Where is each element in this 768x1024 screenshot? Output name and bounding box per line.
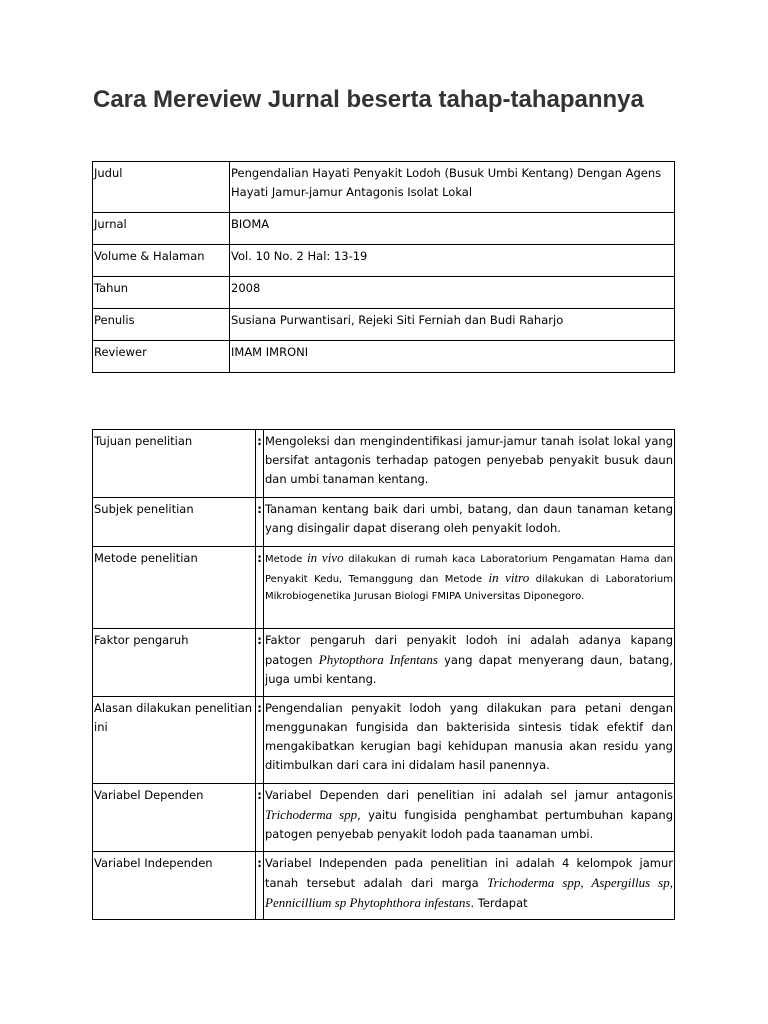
row-label: Jurnal — [93, 213, 230, 245]
row-value — [264, 784, 675, 852]
text-fragment: dilakukan di rumah kaca Laboratorium Pengamatan Hama dan Penyakit Kedu, Temanggung dan Metode — [265, 554, 673, 585]
row-label: Subjek penelitian — [93, 498, 256, 547]
row-label: Volume & Halaman — [93, 245, 230, 277]
row-value: Mengoleksi dan mengindentifikasi jamur-jamur tanah isolat lokal yang bersifat antagonis terhadap patogen penyebab penyakit busuk daun dan umbi tanaman kentang. — [264, 430, 675, 498]
table-row — [93, 784, 675, 852]
scientific-term: in vivo — [307, 550, 344, 565]
text-fragment: Variabel Dependen dari penelitian ini adalah sel jamur antagonis — [265, 788, 673, 802]
page-title: Cara Mereview Jurnal beserta tahap-tahapannya — [93, 86, 644, 113]
text-fragment: Faktor pengaruh dari penyakit lodoh ini adalah adanya kapang patogen — [265, 633, 673, 667]
row-value: 2008 — [230, 277, 675, 309]
colon-separator: : — [256, 629, 264, 697]
row-label: Alasan dilakukan penelitian ini — [93, 697, 256, 784]
scientific-term: Trichoderma spp — [265, 807, 358, 822]
table-row — [93, 341, 675, 373]
row-label: Metode penelitian — [93, 547, 256, 629]
row-value — [264, 852, 675, 920]
row-value: BIOMA — [230, 213, 675, 245]
scientific-term: Phytopthora Infentans — [318, 652, 438, 667]
row-value — [264, 629, 675, 697]
table-row — [93, 697, 675, 784]
row-value: Pengendalian Hayati Penyakit Lodoh (Busuk Umbi Kentang) Dengan Agens Hayati Jamur-jamur Antagonis Isolat Lokal — [230, 162, 675, 213]
row-label: Judul — [93, 162, 230, 213]
row-label: Variabel Dependen — [93, 784, 256, 852]
text-fragment: Variabel Independen pada penelitian ini adalah 4 kelompok jamur tanah tersebut adalah dari marga — [265, 856, 673, 890]
colon-separator: : — [256, 697, 264, 784]
row-value: Vol. 10 No. 2 Hal: 13-19 — [230, 245, 675, 277]
table-row — [93, 498, 675, 547]
table-row — [93, 309, 675, 341]
row-value: Pengendalian penyakit lodoh yang dilakukan para petani dengan menggunakan fungisida dan bakterisida sintesis tidak efektif dan mengakibatkan kerugian bagi kehidupan manusia akan residu yang ditimbulkan dari cara ini didalam hasil panennya. — [264, 697, 675, 784]
row-label: Penulis — [93, 309, 230, 341]
table-row — [93, 245, 675, 277]
colon-separator: : — [256, 430, 264, 498]
review-detail-table — [92, 429, 675, 920]
row-value: Tanaman kentang baik dari umbi, batang, dan daun tanaman ketang yang disingalir dapat diserang oleh penyakit lodoh. — [264, 498, 675, 547]
text-fragment: dilakukan di Laboratorium Mikrobiogenetika Jurusan Biologi FMIPA Universitas Diponegoro. — [265, 573, 673, 602]
colon-separator: : — [256, 784, 264, 852]
row-label: Tujuan penelitian — [93, 430, 256, 498]
table-row — [93, 277, 675, 309]
scientific-term: Trichoderma spp, Aspergillus sp, Pennicillium sp Phytophthora infestans — [265, 875, 673, 910]
row-value — [264, 547, 675, 629]
row-label: Tahun — [93, 277, 230, 309]
table-row — [93, 213, 675, 245]
row-value: IMAM IMRONI — [230, 341, 675, 373]
table-row — [93, 629, 675, 697]
text-fragment: , yaitu fungisida penghambat pertumbuhan kapang patogen penyebab penyakit lodoh pada taanaman umbi. — [265, 808, 674, 841]
colon-separator: : — [256, 498, 264, 547]
table-row — [93, 162, 675, 213]
colon-separator: : — [256, 547, 264, 629]
scientific-term: in vitro — [488, 569, 530, 585]
colon-separator: : — [256, 852, 264, 920]
text-fragment: yang dapat menyerang daun, batang, juga umbi kentang. — [265, 653, 673, 686]
journal-info-table — [92, 161, 675, 373]
table-row — [93, 547, 675, 629]
row-label: Faktor pengaruh — [93, 629, 256, 697]
table-row — [93, 430, 675, 498]
row-label: Reviewer — [93, 341, 230, 373]
table-row — [93, 852, 675, 920]
text-fragment: Metode — [265, 554, 308, 565]
row-value: Susiana Purwantisari, Rejeki Siti Ferniah dan Budi Raharjo — [230, 309, 675, 341]
row-label: Variabel Independen — [93, 852, 256, 920]
text-fragment: . Terdapat — [470, 896, 528, 910]
